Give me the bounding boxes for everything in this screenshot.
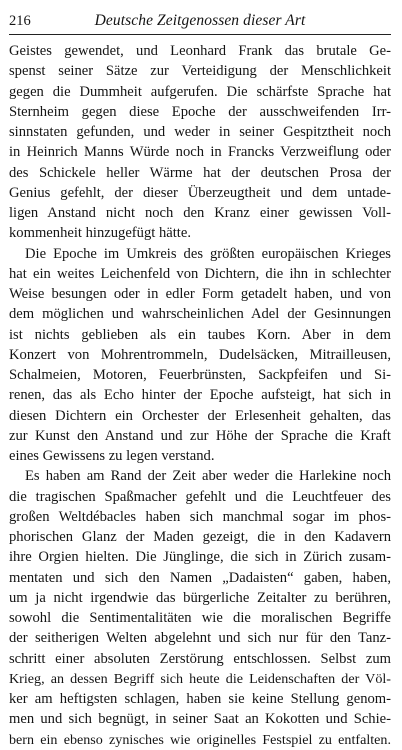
text-line: Genius gefehlt, der dieser Überzeugtheit und dem untade-: [9, 184, 391, 201]
text-line: Weise besungen oder in edler Form getadelt haben, und von: [9, 286, 391, 302]
text-line: sowohl die Sentimentalitäten wie die moralischen Begriffe: [9, 610, 391, 626]
text-line: bern ein ebenso zynisches wie originelles Festspiel zu entfalten.: [9, 731, 391, 748]
text-line: in Heinrich Manns Würde noch in Francks Verzweiflung oder: [9, 144, 391, 161]
text-line: Die Epoche im Umkreis des größten europäischen Krieges: [25, 245, 391, 262]
text-line: um ja nicht irgendwie das bürgerliche Zeitalter zu berühren,: [9, 589, 391, 606]
text-line: ihre Orgien hielten. Die Jünglinge, die sich in Zürich zusam-: [9, 549, 391, 566]
text-line: mentaten und sich den Namen „Dadaisten“ gaben, haben,: [9, 569, 391, 586]
text-line: Schalmeien, Motoren, Feuerbrünsten, Sackpfeifen und Si-: [9, 367, 391, 383]
text-line: ist nichts geblieben als ein taubes Korn. Aber in dem: [9, 326, 391, 343]
text-line: renen, das als Echo hinter der Epoche aufsteigt, hat sich in: [9, 387, 391, 404]
text-line: gegen die Dummheit aufgerufen. Die schärfste Sprache hat: [9, 83, 391, 100]
text-line: zur Kunst den Anstand und zur Höhe der Sprache die Kraft: [9, 427, 391, 444]
text-line: Konzert von Mohrentrommeln, Dudelsäcken, Mitrailleusen,: [9, 346, 391, 363]
text-line: hat ein weites Leichenfeld von Dichtern, die ihn in schlechter: [9, 265, 391, 282]
text-line: ligen Anstand nicht noch den Kranz einer gewissen Voll-: [9, 205, 391, 221]
text-line: eines Gewissens zu legen verstand.: [9, 448, 215, 464]
text-line: sinnstaten gefunden, und weder in seiner Gespitztheit noch: [9, 124, 391, 140]
book-page: [9, 10, 391, 750]
text-line: großen Weltdébacles haben sich manchmal sogar im phos-: [9, 508, 391, 525]
text-line: Krieg, an dessen Begriff sich heute die Leidenschaften der Völ-: [9, 670, 391, 687]
text-line: diesen Dichtern ein Orchester der Erlesenheit gehalten, das: [9, 407, 391, 424]
body-text: [9, 41, 391, 750]
text-line: Es haben am Rand der Zeit aber weder die Harlekine noch: [25, 468, 391, 485]
text-line: kommenheit hinzugefügt hätte.: [9, 225, 191, 242]
text-line: Sternheim gegen diese Epoche der ausschweifenden Irr-: [9, 103, 391, 120]
text-line: des Schickele heller Wärme hat der deutschen Prosa der: [9, 164, 391, 181]
text-line: Geistes gewendet, und Leonhard Frank das brutale Ge-: [9, 43, 391, 59]
text-line: dem möglichen und wahrscheinlichen Adel der Gesinnungen: [9, 306, 391, 323]
text-line: die tragischen Spaßmacher gefehlt und die Leuchtfeuer des: [9, 488, 391, 505]
text-line: der seitherigen Welten abgelehnt und sich nur für den Tanz-: [9, 630, 391, 647]
text-line: phorischen Glanz der Maden gezeigt, die in den Kadavern: [9, 529, 391, 545]
text-line: spenst seiner Sätze zur Verteidigung der Menschlichkeit: [9, 63, 391, 80]
text-line: men und sich begnügt, in seiner Saat an Kokotten und Schie-: [9, 711, 391, 728]
text-line: schritt einer absoluten Zerstörung entschlossen. Selbst zum: [9, 650, 391, 667]
text-line: ker am heftigsten schlagen, haben sie keine Stellung genom-: [9, 691, 391, 707]
page-number: 216: [9, 13, 31, 29]
page-header: [9, 10, 391, 35]
running-title: Deutsche Zeitgenossen dieser Art: [94, 12, 306, 29]
